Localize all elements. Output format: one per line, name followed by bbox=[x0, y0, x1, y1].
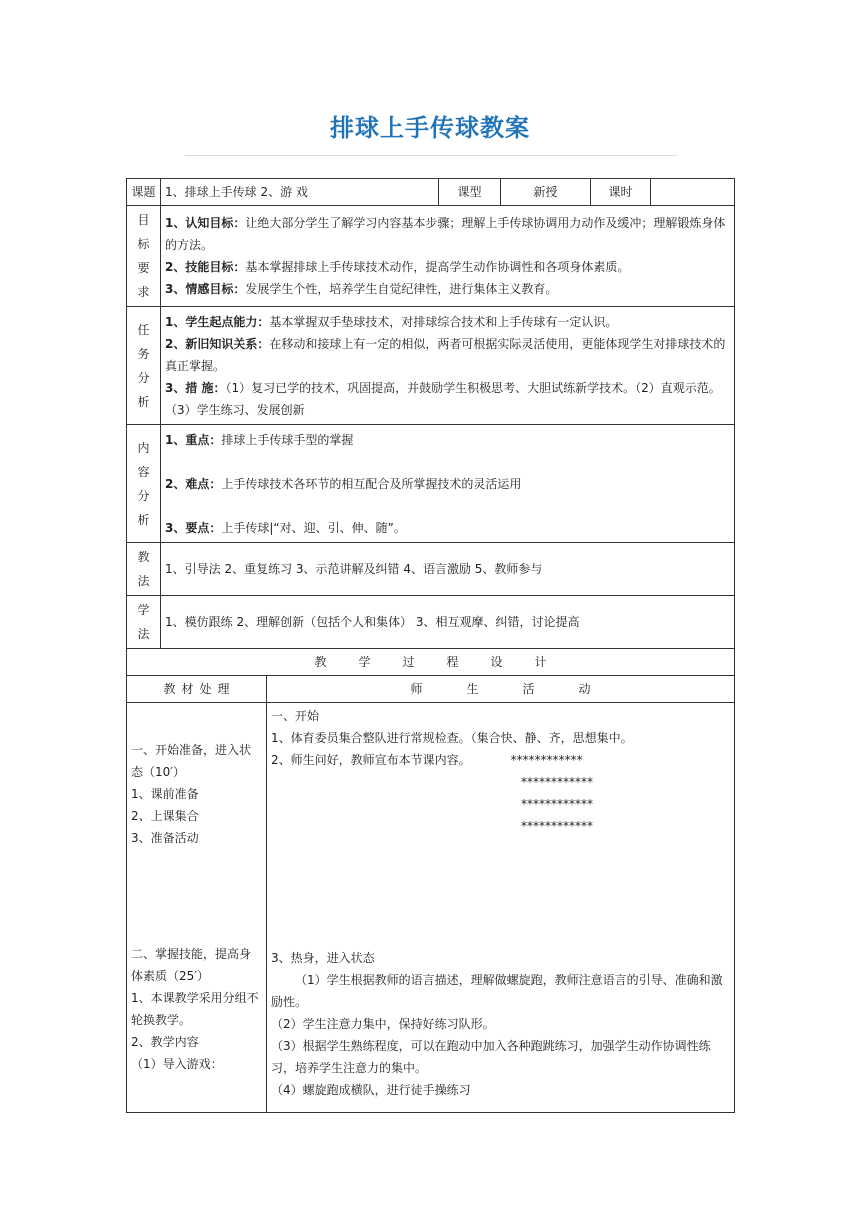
process-header: 教 学 过 程 设 计 bbox=[127, 649, 735, 676]
formation-stars: ************ bbox=[510, 753, 583, 767]
content-content bbox=[161, 425, 735, 543]
formation-stars: ************ bbox=[521, 775, 593, 789]
goals-content bbox=[161, 206, 735, 307]
type-label: 课型 bbox=[439, 179, 501, 206]
hours-label: 课时 bbox=[591, 179, 651, 206]
teaching-method-content: 1、引导法 2、重复练习 3、示范讲解及纠错 4、语言激励 5、教师参与 bbox=[161, 543, 735, 596]
formation-stars: ************ bbox=[521, 819, 593, 833]
task-row bbox=[127, 307, 735, 425]
title-divider bbox=[185, 155, 677, 156]
lesson-plan-table bbox=[126, 178, 735, 1113]
goals-row bbox=[127, 206, 735, 307]
goal-item: 2、技能目标：基本掌握排球上手传球技术动作，提高学生动作协调性和各项身体素质。 bbox=[165, 260, 630, 274]
content-item: 2、难点：上手传球技术各环节的相互配合及所掌握技术的灵活运用 bbox=[165, 476, 522, 491]
task-content bbox=[161, 307, 735, 425]
teaching-method-label: 教 法 bbox=[127, 543, 161, 596]
task-item: 2、新旧知识关系：在移动和接球上有一定的相似，两者可根据实际灵活使用，更能体现学生对排球技术的真正掌握。 bbox=[165, 336, 726, 373]
process-body-row bbox=[127, 703, 735, 1113]
goal-item: 1、认知目标：让绝大部分学生了解学习内容基本步骤；理解上手传球协调用力动作及缓冲；理解锻炼身体的方法。 bbox=[165, 216, 726, 252]
type-value: 新授 bbox=[501, 179, 591, 206]
learning-method-label: 学 法 bbox=[127, 596, 161, 649]
content-item: 1、重点：排球上手传球手型的掌握 bbox=[165, 432, 354, 447]
task-item: 1、学生起点能力：基本掌握双手垫球技术，对排球综合技术和上手传球有一定认识。 bbox=[165, 314, 618, 329]
material-column: 一、开始准备，进入状态（10′） 1、课前准备 2、上课集合 3、准备活动 二、掌握技能，提高身体素质（25′） 1、本课教学采用分组不轮换教学。 2、教学内容 （1）导入游戏： bbox=[127, 703, 267, 1113]
learning-method-row bbox=[127, 596, 735, 649]
topic-label: 课题 bbox=[127, 179, 161, 206]
header-row bbox=[127, 179, 735, 206]
content-row bbox=[127, 425, 735, 543]
material-header: 教 材 处 理 bbox=[127, 676, 267, 703]
task-label: 任 务 分 析 bbox=[127, 307, 161, 425]
activity-column: 一、开始 1、体育委员集合整队进行常规检查。（集合快、静、齐，思想集中。 2、师生问好，教师宣布本节课内容。 ************ ************ ************ ************ 3、热身，进入状态 （1）学生根据教师的语言描述，理解做螺旋跑，教师注意语言的引导、准确和激励性。 （2）学生注意力集中，保持好练习队形。 （3）根据学生熟练程度，可以在跑动中加入各种跑跳练习，加强学生动作协调性练习，培养学生注意力的集中。 （4）螺旋跑成横队，进行徒手操练习 bbox=[267, 703, 735, 1113]
topic-value: 1、排球上手传球 2、游 戏 bbox=[161, 179, 439, 206]
column-header-row bbox=[127, 676, 735, 703]
learning-method-content: 1、模仿跟练 2、理解创新（包括个人和集体） 3、相互观摩、纠错，讨论提高 bbox=[161, 596, 735, 649]
goals-label: 目 标 要 求 bbox=[127, 206, 161, 307]
content-item: 3、要点：上手传球|“对、迎、引、伸、随”。 bbox=[165, 520, 406, 535]
page-title: 排球上手传球教案 bbox=[330, 114, 530, 142]
content-label: 内 容 分 析 bbox=[127, 425, 161, 543]
activity-header: 师 生 活 动 bbox=[267, 676, 735, 703]
process-header-row bbox=[127, 649, 735, 676]
task-item: 3、措 施：（1）复习已学的技术，巩固提高，并鼓励学生积极思考、大胆试练新学技术。（2）直观示范。（3）学生练习、发展创新 bbox=[165, 380, 721, 417]
goal-item: 3、情感目标：发展学生个性，培养学生自觉纪律性，进行集体主义教育。 bbox=[165, 282, 558, 296]
formation-stars: ************ bbox=[521, 797, 593, 811]
hours-value bbox=[651, 179, 735, 206]
teaching-method-row bbox=[127, 543, 735, 596]
